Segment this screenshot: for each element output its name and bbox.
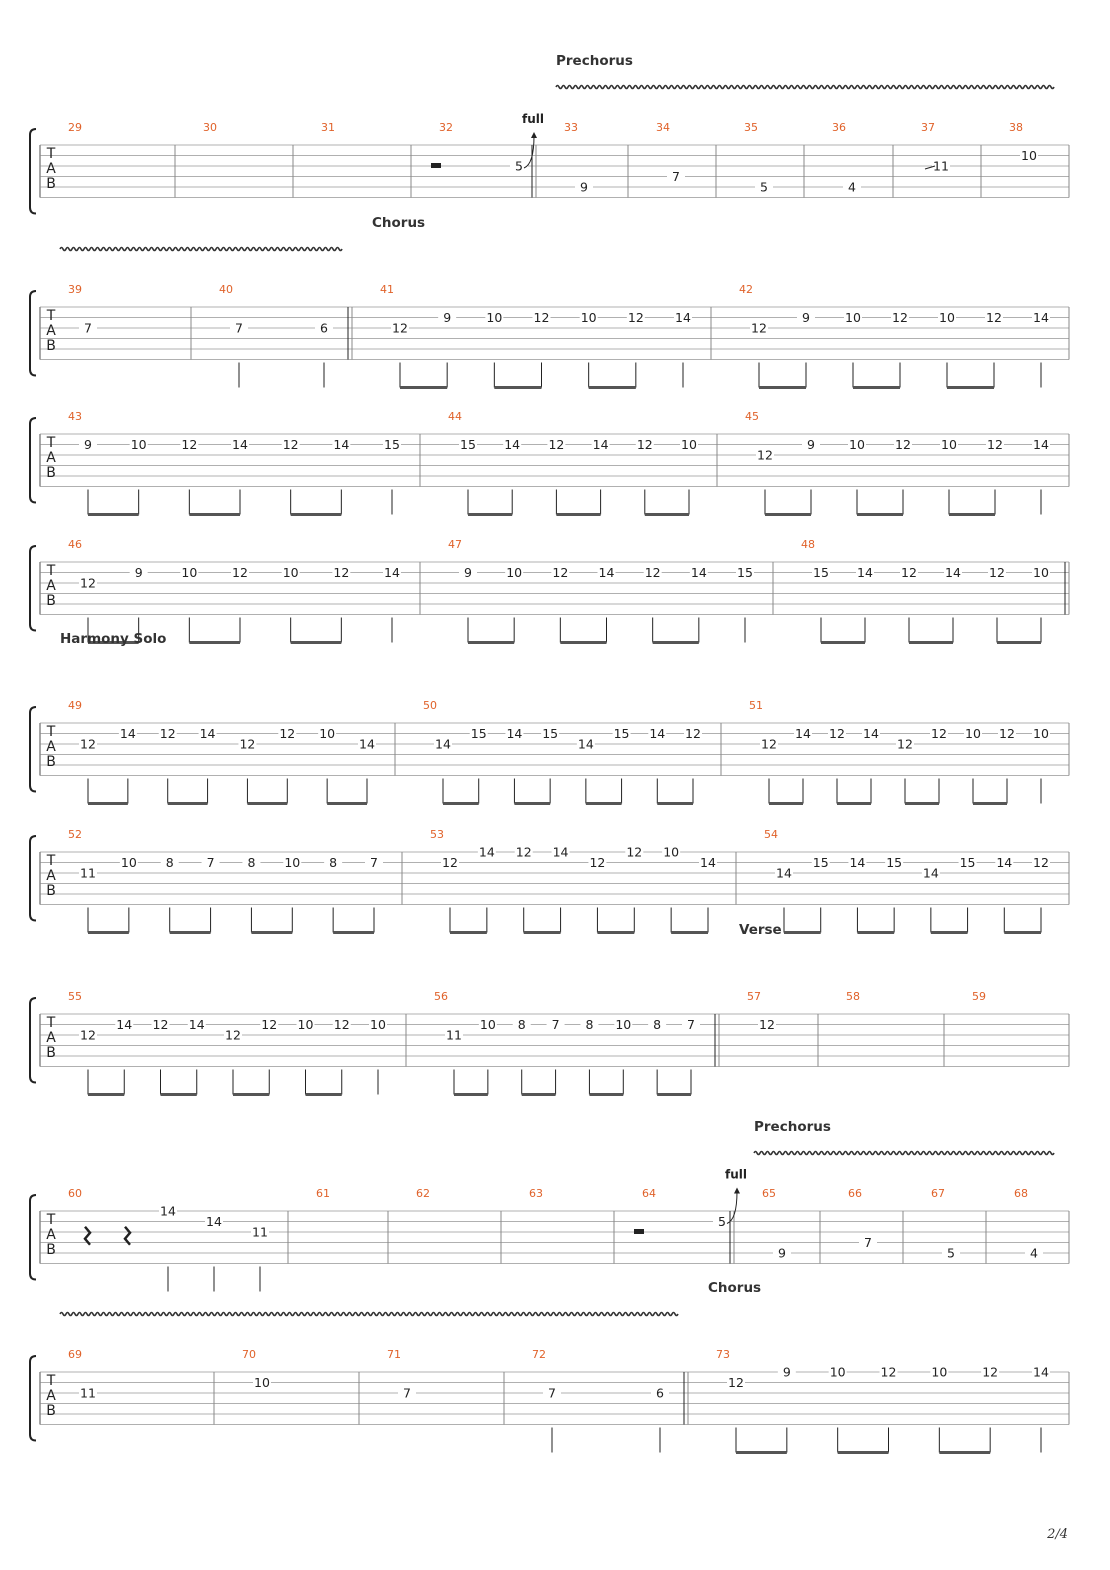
fret-number: 7 <box>687 1017 695 1032</box>
fret-number: 12 <box>232 565 248 580</box>
fret-number: 6 <box>320 320 328 336</box>
fret-number: 9 <box>778 1245 786 1261</box>
bar-number: 32 <box>439 121 453 134</box>
bar-number: 42 <box>739 283 753 296</box>
fret-number: 12 <box>548 437 565 452</box>
system-8-bracket <box>30 1195 36 1280</box>
tab-clef-letter: A <box>46 1030 56 1046</box>
fret-number: 14 <box>1033 437 1049 452</box>
bar-number: 29 <box>68 121 82 134</box>
fret-number: 14 <box>119 726 136 741</box>
bar-number: 64 <box>642 1187 656 1200</box>
bar-number: 71 <box>387 1348 401 1361</box>
fret-number: 9 <box>443 310 452 325</box>
fret-number: 12 <box>761 736 777 752</box>
fret-number: 5 <box>760 179 768 195</box>
fret-number: 15 <box>737 565 753 580</box>
fret-number: 12 <box>225 1027 241 1043</box>
fret-number: 10 <box>506 565 523 580</box>
bar-number: 70 <box>242 1348 256 1361</box>
fret-number: 6 <box>656 1385 664 1401</box>
fret-number: 12 <box>751 320 767 336</box>
fret-number: 14 <box>359 736 375 752</box>
fret-number: 10 <box>254 1375 270 1390</box>
fret-number: 7 <box>206 855 215 870</box>
fret-number: 10 <box>120 855 137 870</box>
fret-number: 11 <box>80 865 96 881</box>
tab-clef-letter: T <box>46 724 56 740</box>
fret-number: 10 <box>580 310 597 325</box>
fret-number: 14 <box>232 437 248 452</box>
fret-number: 12 <box>159 726 176 741</box>
fret-number: 12 <box>279 726 296 741</box>
bar-number: 47 <box>448 538 462 551</box>
system-9-bracket <box>30 1356 36 1441</box>
fret-number: 12 <box>829 726 845 741</box>
fret-number: 12 <box>999 726 1015 741</box>
bar-number: 30 <box>203 121 217 134</box>
fret-number: 10 <box>282 565 299 580</box>
fret-number: 12 <box>152 1017 169 1032</box>
tab-clef-letter: B <box>46 593 56 609</box>
fret-number: 15 <box>812 855 829 870</box>
tab-clef-letter: A <box>46 868 56 884</box>
bar-number: 53 <box>430 828 444 841</box>
bar-number: 60 <box>68 1187 82 1200</box>
bar-number: 72 <box>532 1348 546 1361</box>
fret-number: 12 <box>759 1017 775 1032</box>
system-4-bracket <box>30 546 36 631</box>
fret-number: 12 <box>636 437 653 452</box>
fret-number: 5 <box>947 1245 955 1261</box>
fret-number: 14 <box>598 565 615 580</box>
fret-number: 8 <box>165 855 174 870</box>
fret-number: 12 <box>987 437 1003 452</box>
section-label: Verse <box>739 922 782 938</box>
bend-label: full <box>522 112 544 126</box>
bend-arrowhead <box>734 1188 740 1194</box>
fret-number: 10 <box>939 310 955 325</box>
fret-number: 12 <box>392 320 408 336</box>
bend-label: full <box>725 1167 747 1182</box>
tab-clef-letter: B <box>46 1403 56 1419</box>
fret-number: 10 <box>829 1364 846 1380</box>
bar-number: 58 <box>846 990 860 1003</box>
system-7-bracket <box>30 998 36 1083</box>
bar-number: 35 <box>744 121 758 134</box>
fret-number: 10 <box>284 855 301 870</box>
tab-clef-letter: A <box>46 739 56 755</box>
fret-number: 10 <box>319 726 336 741</box>
fret-number: 4 <box>1030 1245 1038 1261</box>
fret-number: 12 <box>986 310 1002 325</box>
tab-clef-letter: B <box>46 176 56 192</box>
fret-number: 14 <box>506 726 523 741</box>
fret-number: 12 <box>626 844 643 860</box>
tab-clef-letter: T <box>46 563 56 579</box>
fret-number: 10 <box>1021 148 1037 163</box>
fret-number: 12 <box>728 1375 744 1390</box>
fret-number: 10 <box>370 1017 386 1032</box>
bar-number: 62 <box>416 1187 430 1200</box>
system-2-bracket <box>30 291 36 376</box>
fret-number: 5 <box>718 1214 726 1229</box>
fret-number: 9 <box>134 565 143 580</box>
section-label: Chorus <box>372 215 426 231</box>
tab-clef-letter: A <box>46 161 56 177</box>
vibrato-line <box>60 248 342 251</box>
fret-number: 12 <box>533 310 550 325</box>
tab-clef-letter: T <box>46 435 56 451</box>
section-label: Chorus <box>708 1280 762 1296</box>
fret-number: 15 <box>613 726 630 741</box>
section-label: Harmony Solo <box>60 631 167 647</box>
fret-number: 12 <box>442 855 458 870</box>
bar-number: 41 <box>380 283 394 296</box>
system-1-bracket <box>30 129 36 214</box>
fret-number: 10 <box>486 310 503 325</box>
bar-number: 73 <box>716 1348 730 1361</box>
tab-clef-letter: B <box>46 754 56 770</box>
fret-number: 14 <box>206 1214 222 1229</box>
fret-number: 7 <box>84 320 92 336</box>
bar-number: 36 <box>832 121 846 134</box>
fret-number: 10 <box>615 1017 632 1032</box>
tab-clef-letter: T <box>46 1373 56 1389</box>
system-5-bracket <box>30 707 36 792</box>
fret-number: 14 <box>675 310 691 325</box>
bar-number: 40 <box>219 283 233 296</box>
fret-number: 14 <box>199 726 216 741</box>
fret-number: 7 <box>403 1385 411 1401</box>
tab-clef-letter: B <box>46 1045 56 1061</box>
tab-clef-letter: B <box>46 883 56 899</box>
fret-number: 12 <box>333 565 350 580</box>
vibrato-line <box>60 1313 678 1316</box>
fret-number: 10 <box>479 1017 496 1032</box>
fret-number: 12 <box>282 437 299 452</box>
fret-number: 14 <box>592 437 609 452</box>
fret-number: 11 <box>446 1027 462 1043</box>
fret-number: 14 <box>435 736 451 752</box>
bar-number: 44 <box>448 410 462 423</box>
bar-number: 49 <box>68 699 82 712</box>
fret-number: 8 <box>585 1017 594 1032</box>
fret-number: 14 <box>478 844 495 860</box>
bar-number: 69 <box>68 1348 82 1361</box>
fret-number: 12 <box>1033 855 1049 870</box>
half-rest <box>431 163 441 168</box>
bar-number: 45 <box>745 410 759 423</box>
bar-number: 61 <box>316 1187 330 1200</box>
bend-arrowhead <box>531 132 537 138</box>
fret-number: 11 <box>80 1385 96 1401</box>
fret-number: 14 <box>577 736 594 752</box>
bar-number: 34 <box>656 121 670 134</box>
fret-number: 15 <box>813 565 829 580</box>
fret-number: 8 <box>517 1017 526 1032</box>
fret-number: 10 <box>1033 565 1049 580</box>
bar-number: 65 <box>762 1187 776 1200</box>
bar-number: 68 <box>1014 1187 1028 1200</box>
fret-number: 14 <box>857 565 873 580</box>
fret-number: 14 <box>700 855 716 870</box>
bar-number: 39 <box>68 283 82 296</box>
fret-number: 14 <box>863 726 879 741</box>
fret-number: 12 <box>80 736 96 752</box>
fret-number: 12 <box>892 310 908 325</box>
fret-number: 15 <box>470 726 487 741</box>
fret-number: 9 <box>84 437 92 452</box>
fret-number: 12 <box>552 565 569 580</box>
fret-number: 12 <box>895 437 911 452</box>
fret-number: 14 <box>922 865 939 881</box>
tab-clef-letter: A <box>46 1227 56 1243</box>
section-label: Prechorus <box>754 1119 831 1135</box>
fret-number: 12 <box>685 726 701 741</box>
fret-number: 10 <box>663 844 680 860</box>
fret-number: 7 <box>235 320 243 336</box>
bar-number: 38 <box>1009 121 1023 134</box>
bar-number: 66 <box>848 1187 862 1200</box>
fret-number: 14 <box>160 1203 176 1219</box>
fret-number: 12 <box>181 437 198 452</box>
fret-number: 12 <box>644 565 661 580</box>
fret-number: 7 <box>864 1235 872 1250</box>
tab-clef-letter: A <box>46 323 56 339</box>
bar-number: 51 <box>749 699 763 712</box>
fret-number: 14 <box>945 565 961 580</box>
fret-number: 8 <box>653 1017 662 1032</box>
bar-number: 59 <box>972 990 986 1003</box>
fret-number: 4 <box>848 179 856 195</box>
fret-number: 15 <box>460 437 476 452</box>
fret-number: 9 <box>802 310 810 325</box>
bar-number: 33 <box>564 121 578 134</box>
fret-number: 12 <box>989 565 1005 580</box>
fret-number: 10 <box>965 726 981 741</box>
bar-number: 37 <box>921 121 935 134</box>
fret-number: 14 <box>552 844 569 860</box>
fret-number: 7 <box>672 169 680 184</box>
fret-number: 14 <box>776 865 792 881</box>
fret-number: 12 <box>333 1017 350 1032</box>
fret-number: 10 <box>297 1017 314 1032</box>
fret-number: 10 <box>130 437 147 452</box>
fret-number: 14 <box>1033 1364 1049 1380</box>
fret-number: 10 <box>1033 726 1049 741</box>
system-3-bracket <box>30 418 36 503</box>
bar-number: 31 <box>321 121 335 134</box>
tab-clef-letter: B <box>46 338 56 354</box>
fret-number: 12 <box>80 575 96 591</box>
half-rest <box>634 1229 644 1234</box>
fret-number: 12 <box>261 1017 278 1032</box>
fret-number: 7 <box>548 1385 556 1401</box>
fret-number: 9 <box>782 1364 791 1380</box>
fret-number: 12 <box>627 310 644 325</box>
bar-number: 48 <box>801 538 815 551</box>
bar-number: 52 <box>68 828 82 841</box>
fret-number: 15 <box>886 855 903 870</box>
bar-number: 55 <box>68 990 82 1003</box>
fret-number: 14 <box>384 565 400 580</box>
fret-number: 12 <box>757 447 773 463</box>
tab-clef-letter: A <box>46 1388 56 1404</box>
fret-number: 9 <box>580 179 588 195</box>
fret-number: 14 <box>649 726 666 741</box>
fret-number: 12 <box>901 565 917 580</box>
fret-number: 14 <box>1033 310 1049 325</box>
fret-number: 12 <box>239 736 256 752</box>
fret-number: 14 <box>116 1017 133 1032</box>
fret-number: 14 <box>996 855 1013 870</box>
bar-number: 50 <box>423 699 437 712</box>
fret-number: 12 <box>982 1364 999 1380</box>
fret-number: 14 <box>504 437 521 452</box>
fret-number: 14 <box>690 565 707 580</box>
fret-number: 12 <box>931 726 947 741</box>
fret-number: 9 <box>464 565 472 580</box>
tab-clef-letter: T <box>46 853 56 869</box>
fret-number: 5 <box>515 158 523 174</box>
vibrato-line <box>754 1152 1054 1155</box>
fret-number: 10 <box>849 437 865 452</box>
fret-number: 12 <box>880 1364 897 1380</box>
bar-number: 57 <box>747 990 761 1003</box>
fret-number: 8 <box>247 855 256 870</box>
tab-clef-letter: T <box>46 308 56 324</box>
bar-number: 54 <box>764 828 778 841</box>
fret-number: 12 <box>589 855 606 870</box>
tab-clef-letter: T <box>46 1015 56 1031</box>
tab-clef-letter: A <box>46 578 56 594</box>
system-6-bracket <box>30 836 36 921</box>
fret-number: 10 <box>681 437 697 452</box>
fret-number: 12 <box>897 736 913 752</box>
fret-number: 12 <box>80 1027 96 1043</box>
fret-number: 11 <box>933 158 949 174</box>
bar-number: 56 <box>434 990 448 1003</box>
tab-clef-letter: T <box>46 146 56 162</box>
tab-clef-letter: T <box>46 1212 56 1228</box>
fret-number: 9 <box>807 437 815 452</box>
fret-number: 8 <box>329 855 338 870</box>
fret-number: 10 <box>845 310 861 325</box>
tab-clef-letter: A <box>46 450 56 466</box>
fret-number: 14 <box>188 1017 205 1032</box>
fret-number: 10 <box>931 1364 948 1380</box>
fret-number: 10 <box>181 565 198 580</box>
fret-number: 7 <box>370 855 378 870</box>
bar-number: 63 <box>529 1187 543 1200</box>
tab-clef-letter: B <box>46 465 56 481</box>
fret-number: 11 <box>252 1224 268 1240</box>
section-label: Prechorus <box>556 53 633 69</box>
fret-number: 14 <box>795 726 811 741</box>
fret-number: 14 <box>333 437 350 452</box>
tab-clef-letter: B <box>46 1242 56 1258</box>
fret-number: 15 <box>384 437 400 452</box>
bar-number: 43 <box>68 410 82 423</box>
fret-number: 14 <box>849 855 866 870</box>
fret-number: 12 <box>515 844 532 860</box>
fret-number: 15 <box>959 855 976 870</box>
vibrato-line <box>556 86 1054 89</box>
page-number: 2/4 <box>1047 1527 1068 1542</box>
fret-number: 7 <box>551 1017 560 1032</box>
fret-number: 15 <box>542 726 559 741</box>
bar-number: 67 <box>931 1187 945 1200</box>
fret-number: 10 <box>941 437 957 452</box>
bar-number: 46 <box>68 538 82 551</box>
